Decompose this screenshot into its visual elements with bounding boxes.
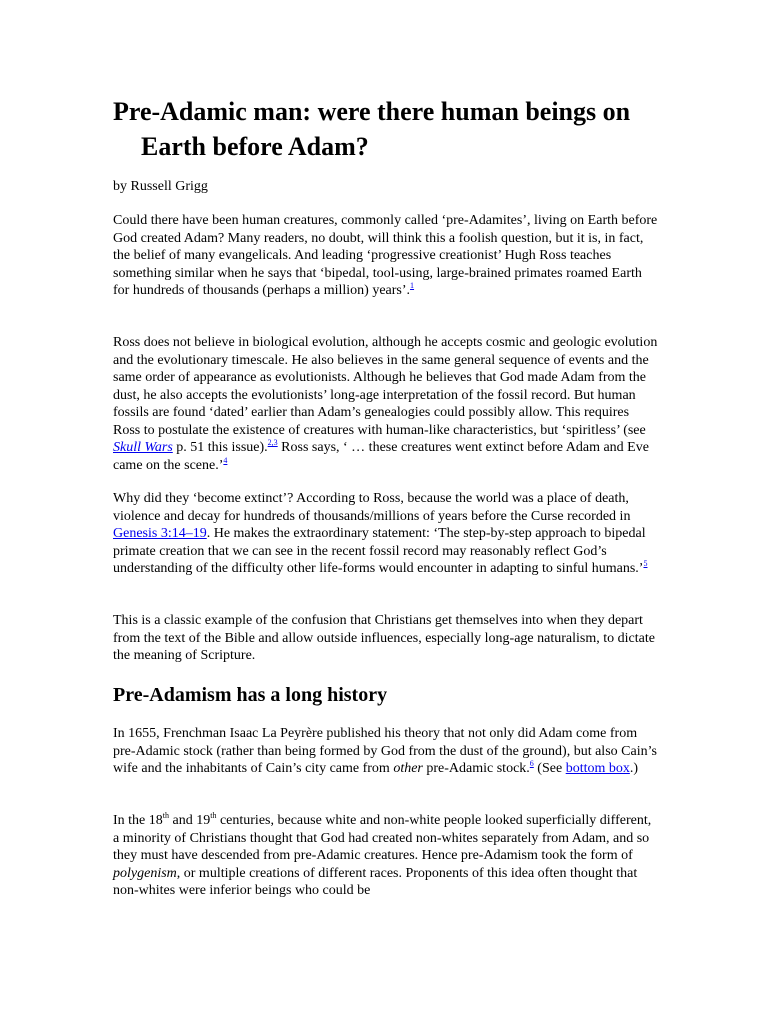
emphasis-text: other <box>393 761 423 776</box>
paragraph-text: centuries, because white and non-white people looked superficially different, a minority of Christians thought that God had created non-whites separately from Adam, and so they must have descended from pre-Adamic creatures. Hence pre-Adamism took the form of <box>113 813 652 863</box>
ordinal-suffix: th <box>162 811 169 820</box>
footnote-link-1[interactable]: 1 <box>410 281 415 290</box>
bottom-box-link[interactable]: bottom box <box>565 761 630 776</box>
paragraph-text: Ross says, ‘ … these creatures went extinct before Adam and Eve came on the scene.’ <box>113 440 649 473</box>
paragraph-text: Could there have been human creatures, commonly called ‘pre-Adamites’, living on Earth before God created Adam? Many readers, no doubt, will think this a foolish question, but it is, in fact, the belief of many evangelicals. And leading ‘progressive creationist’ Hugh Ross teaches something similar when he says that ‘bipedal, tool-using, large-brained primates roamed Earth for hundreds of thousands (perhaps a million) years’. <box>113 213 658 298</box>
paragraph-text: .) <box>629 761 639 776</box>
paragraph-text: Ross does not believe in biological evolution, although he accepts cosmic and geologic evolution and the evolutionary timescale. He also believes in the same general sequence of events and the same order of appearance as evolutionists. Although he believes that God made Adam from the dust, he also accepts the evolutionists’ long-age interpretation of the fossil record. But human fossils are found ‘dated’ earlier than Adam’s genealogies could possibly allow. This requires Ross to postulate the existence of creatures with human-like characteristics, but ‘spiritless’ (see <box>113 335 658 438</box>
paragraph-6 <box>113 812 658 900</box>
paragraph-text: In the 18 <box>113 813 163 828</box>
author-byline: by Russell Grigg <box>113 179 208 194</box>
footnote-link-5[interactable]: 5 <box>643 559 648 568</box>
paragraph-2 <box>113 334 658 474</box>
paragraph-text: In 1655, Frenchman Isaac La Peyrère published his theory that not only did Adam come from pre-Adamic stock (rather than being formed by God from the dust of the ground), but also Cain’s wife and the inhabitants of Cain’s city came from <box>113 726 657 776</box>
article-title: Pre-Adamic man: were there human beings on Earth before Adam? <box>113 97 631 161</box>
skull-wars-link[interactable]: Skull Wars <box>113 440 173 455</box>
footnote-link-2-3[interactable]: 2,3 <box>267 438 278 447</box>
paragraph-text: , or multiple creations of different races. Proponents of this idea often thought that non-whites were inferior beings who could be <box>113 865 638 898</box>
paragraph-text: pre-Adamic stock. <box>422 761 530 776</box>
section-heading: Pre-Adamism has a long history <box>113 684 388 706</box>
paragraph-3 <box>113 490 658 578</box>
footnote-link-6[interactable]: 6 <box>529 759 534 768</box>
paragraph-text: and 19 <box>169 813 211 828</box>
ordinal-suffix: th <box>210 811 217 820</box>
emphasis-text: polygenism <box>113 865 177 881</box>
paragraph-text: p. 51 this issue). <box>172 440 268 455</box>
paragraph-1 <box>113 212 658 300</box>
genesis-link[interactable]: Genesis 3:14–19 <box>113 526 207 541</box>
paragraph-text: Why did they ‘become extinct’? According to Ross, because the world was a place of death, violence and decay for hundreds of thousands/millions of years before the Curse recorded in <box>113 491 631 524</box>
footnote-link-4[interactable]: 4 <box>223 455 228 465</box>
paragraph-text: (See <box>533 761 566 776</box>
paragraph-text: . He makes the extraordinary statement: ‘The step-by-step approach to bipedal primate creation that we can see in the recent fossil record may reasonably reflect God’s understanding of the difficulty other life-forms would encounter in adapting to sinful humans.’ <box>113 526 646 576</box>
paragraph-4: This is a classic example of the confusion that Christians get themselves into when they depart from the text of the Bible and allow outside influences, especially long-age naturalism, to dictate the meaning of Scripture. <box>113 613 655 663</box>
paragraph-5 <box>113 725 658 778</box>
